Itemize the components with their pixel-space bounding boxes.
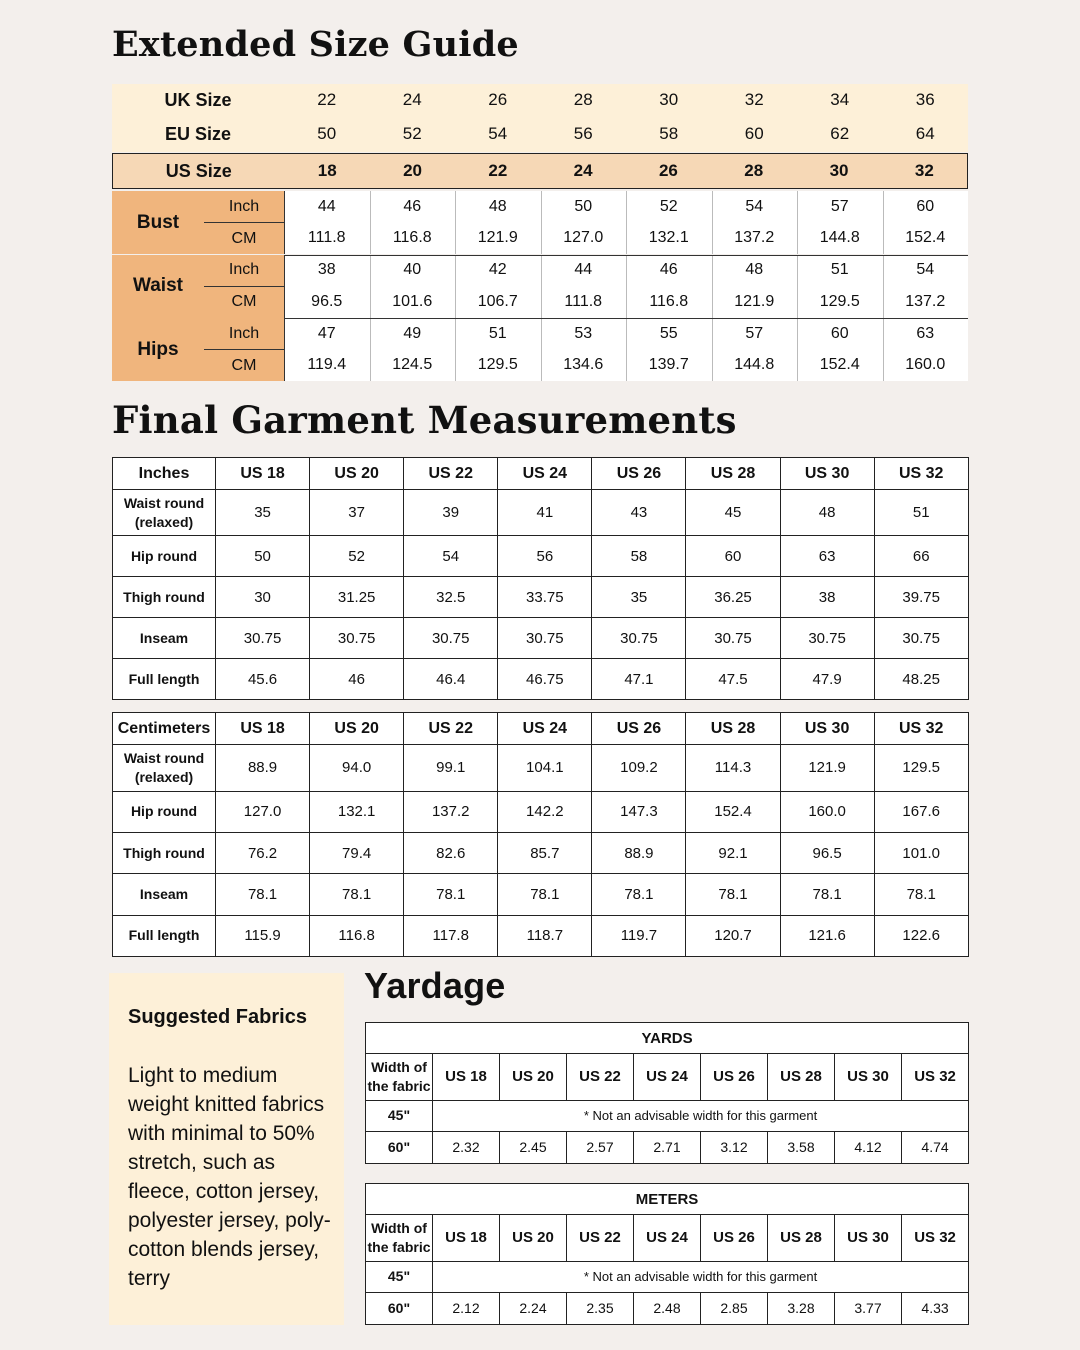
cell-value: 46.75 <box>498 659 592 700</box>
cell-value: 2.45 <box>500 1131 567 1163</box>
cell-value: 127.0 <box>216 791 310 832</box>
cell-value: 39 <box>404 490 498 536</box>
unit-divider <box>204 286 284 287</box>
waist-inch-value: 48 <box>745 261 764 278</box>
row-label <box>113 618 216 659</box>
cell-value: 4.12 <box>835 1131 902 1163</box>
us-size-value: 30 <box>829 161 849 180</box>
cell-value: 39.75 <box>874 577 968 618</box>
size-header: US 22 <box>567 1054 634 1100</box>
cell-value: 137.2 <box>404 791 498 832</box>
cell-value: 2.35 <box>567 1292 634 1324</box>
cell-value: 48 <box>780 490 874 536</box>
size-header: US 20 <box>310 458 404 490</box>
cell-value: 114.3 <box>686 745 780 791</box>
cell-value: 2.24 <box>500 1292 567 1324</box>
size-header: US 20 <box>500 1054 567 1100</box>
cell-value: 30.75 <box>686 618 780 659</box>
row-label <box>113 490 216 536</box>
row-label <box>113 745 216 791</box>
bust-cm-value: 121.9 <box>477 229 518 246</box>
eu-size-value: 52 <box>402 124 422 143</box>
bust-label: Bust <box>112 191 204 254</box>
waist-cm-value: 96.5 <box>311 292 343 310</box>
cell-value: 82.6 <box>404 832 498 873</box>
cell-value: 109.2 <box>592 745 686 791</box>
width-corner-label <box>366 1215 433 1261</box>
size-header: US 20 <box>500 1215 567 1261</box>
size-header: US 24 <box>498 458 592 490</box>
eu-size-value: 56 <box>573 124 593 143</box>
table-row <box>113 791 969 832</box>
row-60 <box>366 1292 969 1324</box>
cell-value: 30.75 <box>780 618 874 659</box>
eu-size-value: 54 <box>488 124 508 143</box>
waist-cm-value: 137.2 <box>905 292 946 310</box>
size-header: US 24 <box>634 1054 701 1100</box>
waist-cm-value: 111.8 <box>564 292 603 310</box>
cell-value: 35 <box>592 577 686 618</box>
table-row <box>113 915 969 956</box>
row-label <box>113 791 216 832</box>
waist-cm-value: 121.9 <box>734 292 775 310</box>
us-size-value: 32 <box>914 161 934 180</box>
waist-inch-row <box>284 255 968 286</box>
size-header: US 28 <box>768 1215 835 1261</box>
bust-inch-value: 48 <box>488 197 507 215</box>
bust-inch-value: 44 <box>317 197 336 215</box>
bust-inch-row <box>284 191 968 222</box>
hips-inch-value: 55 <box>659 324 678 342</box>
waist-cm-value: 101.6 <box>392 292 433 310</box>
uk-size-row <box>112 84 968 116</box>
cell-value: 78.1 <box>498 874 592 915</box>
hips-label: Hips <box>112 318 204 381</box>
row-label <box>113 832 216 873</box>
size-header: US 28 <box>768 1054 835 1100</box>
cell-value: 160.0 <box>780 791 874 832</box>
us-size-value: 22 <box>488 161 508 180</box>
hips-cm-row <box>284 349 968 381</box>
size-header: US 18 <box>433 1054 500 1100</box>
hips-inch-value: 47 <box>317 324 336 342</box>
cell-value: 4.33 <box>902 1292 969 1324</box>
row-label-subtext: (relaxed) <box>134 768 194 785</box>
size-header: US 22 <box>404 713 498 745</box>
size-header: US 22 <box>404 458 498 490</box>
cell-value: 32.5 <box>404 577 498 618</box>
waist-inch-value: 40 <box>403 261 422 278</box>
us-size-row <box>112 153 968 189</box>
hips-cm-value: 129.5 <box>477 356 518 373</box>
cell-value: 121.9 <box>780 745 874 791</box>
cell-value: 2.12 <box>433 1292 500 1324</box>
hips-inch-row <box>284 318 968 349</box>
cell-value: 99.1 <box>404 745 498 791</box>
waist-inch-value: 42 <box>488 261 507 278</box>
row-divider <box>284 318 968 319</box>
cell-value: 4.74 <box>902 1131 969 1163</box>
bust-cm-value: 137.2 <box>734 229 775 246</box>
unit-row <box>366 1023 969 1054</box>
hips-cm-value: 134.6 <box>563 356 604 373</box>
row-label-text: Inseam <box>139 885 189 902</box>
header-row <box>113 713 969 745</box>
header-row <box>366 1054 969 1100</box>
waist-inch-value: 54 <box>916 261 935 278</box>
uk-size-value: 26 <box>488 90 508 109</box>
size-header: US 30 <box>780 458 874 490</box>
size-header: US 18 <box>216 713 310 745</box>
hips-unit-cm: CM <box>204 350 284 381</box>
cell-value: 132.1 <box>310 791 404 832</box>
uk-size-value: 28 <box>573 90 593 109</box>
cell-value: 47.5 <box>686 659 780 700</box>
bust-inch-value: 52 <box>659 197 678 215</box>
size-header: US 18 <box>216 458 310 490</box>
hips-inch-value: 49 <box>403 324 422 342</box>
bust-inch-value: 54 <box>745 197 764 215</box>
cell-value: 78.1 <box>780 874 874 915</box>
cell-value: 63 <box>780 536 874 577</box>
cell-value: 47.9 <box>780 659 874 700</box>
bust-cm-row <box>284 222 968 254</box>
row-label-subtext: (relaxed) <box>134 513 194 530</box>
cell-value: 45 <box>686 490 780 536</box>
width-label: 45" <box>366 1261 433 1292</box>
cell-value: 115.9 <box>216 915 310 956</box>
bust-unit-cm: CM <box>204 223 284 254</box>
cell-value: 30.75 <box>592 618 686 659</box>
hips-unit-inch: Inch <box>204 318 284 349</box>
cell-value: 122.6 <box>874 915 968 956</box>
width-corner-subtext: the fabric <box>367 1238 431 1255</box>
us-size-value: 24 <box>573 161 593 180</box>
yardage-meters-table <box>365 1183 969 1325</box>
cell-value: 3.28 <box>768 1292 835 1324</box>
waist-inch-value: 44 <box>574 261 593 278</box>
cell-value: 78.1 <box>404 874 498 915</box>
row-label-text: Thigh round <box>123 588 205 605</box>
size-header: US 26 <box>592 458 686 490</box>
cell-value: 56 <box>498 536 592 577</box>
cell-value: 88.9 <box>216 745 310 791</box>
size-header: US 30 <box>780 713 874 745</box>
size-header: US 32 <box>874 458 968 490</box>
us-size-value: 26 <box>658 161 678 180</box>
cell-value: 96.5 <box>780 832 874 873</box>
bust-unit-inch: Inch <box>204 191 284 222</box>
bust-cm-value: 144.8 <box>819 229 860 246</box>
cell-value: 30.75 <box>498 618 592 659</box>
cell-value: 33.75 <box>498 577 592 618</box>
uk-size-value: 36 <box>915 90 935 109</box>
cell-value: 45.6 <box>216 659 310 700</box>
row-label <box>113 874 216 915</box>
row-60 <box>366 1131 969 1163</box>
width-label: 45" <box>366 1100 433 1131</box>
cell-value: 2.48 <box>634 1292 701 1324</box>
cell-value: 30 <box>216 577 310 618</box>
cell-value: 78.1 <box>686 874 780 915</box>
row-label-text: Full length <box>128 927 200 944</box>
hips-cm-value: 152.4 <box>819 356 860 373</box>
cell-value: 78.1 <box>592 874 686 915</box>
cell-value: 37 <box>310 490 404 536</box>
cell-value: 36.25 <box>686 577 780 618</box>
waist-block <box>112 255 968 318</box>
garment-cm-table <box>112 712 969 957</box>
cell-value: 121.6 <box>780 915 874 956</box>
unit-divider <box>204 349 284 350</box>
size-header: US 26 <box>701 1215 768 1261</box>
cell-value: 50 <box>216 536 310 577</box>
size-header: US 28 <box>686 458 780 490</box>
hips-cm-value: 144.8 <box>734 356 775 373</box>
cell-value: 2.85 <box>701 1292 768 1324</box>
unit-label: METERS <box>366 1184 969 1215</box>
bust-cm-value: 116.8 <box>392 229 432 246</box>
header-row <box>113 458 969 490</box>
width-label: 60" <box>366 1292 433 1324</box>
cell-value: 142.2 <box>498 791 592 832</box>
cell-value: 30.75 <box>310 618 404 659</box>
cell-value: 129.5 <box>874 745 968 791</box>
waist-unit-cm: CM <box>204 287 284 318</box>
size-header: US 26 <box>592 713 686 745</box>
cell-value: 104.1 <box>498 745 592 791</box>
waist-cm-value: 129.5 <box>819 292 860 310</box>
cell-value: 41 <box>498 490 592 536</box>
width-corner-text: Width of <box>371 1058 427 1075</box>
waist-cm-value: 116.8 <box>649 292 689 310</box>
waist-inch-value: 51 <box>830 261 849 278</box>
size-header: US 32 <box>902 1215 969 1261</box>
cell-value: 30.75 <box>404 618 498 659</box>
garment-title: Final Garment Measurements <box>112 398 737 442</box>
table-row <box>113 618 969 659</box>
row-divider <box>284 255 968 256</box>
hips-cm-value: 124.5 <box>392 356 433 373</box>
cell-value: 52 <box>310 536 404 577</box>
row-label-text: Hip round <box>130 803 198 820</box>
unit-corner-label: Inches <box>113 458 216 490</box>
size-header: US 30 <box>835 1054 902 1100</box>
uk-size-value: 24 <box>402 90 422 109</box>
row-label-text: Hip round <box>130 547 198 564</box>
cell-value: 94.0 <box>310 745 404 791</box>
eu-size-value: 62 <box>830 124 850 143</box>
size-header: US 18 <box>433 1215 500 1261</box>
cell-value: 66 <box>874 536 968 577</box>
width-label: 60" <box>366 1131 433 1163</box>
uk-size-value: 22 <box>317 90 337 109</box>
waist-cm-value: 106.7 <box>477 292 518 310</box>
cell-value: 51 <box>874 490 968 536</box>
row-label <box>113 659 216 700</box>
unit-row <box>366 1184 969 1215</box>
table-row <box>113 659 969 700</box>
cell-value: 58 <box>592 536 686 577</box>
row-label <box>113 577 216 618</box>
hips-cm-value: 139.7 <box>648 356 689 373</box>
cell-value: 119.7 <box>592 915 686 956</box>
row-label <box>113 536 216 577</box>
hips-inch-value: 51 <box>488 324 507 342</box>
cell-value: 47.1 <box>592 659 686 700</box>
table-row <box>113 745 969 791</box>
cell-value: 76.2 <box>216 832 310 873</box>
cell-value: 167.6 <box>874 791 968 832</box>
waist-unit-inch: Inch <box>204 255 284 286</box>
bust-cm-value: 132.1 <box>648 229 689 246</box>
width-corner-subtext: the fabric <box>367 1077 431 1094</box>
table-row <box>113 832 969 873</box>
size-header: US 32 <box>874 713 968 745</box>
cell-value: 2.57 <box>567 1131 634 1163</box>
uk-size-value: 32 <box>744 90 764 109</box>
bust-cm-value: 127.0 <box>563 229 604 246</box>
size-header: US 32 <box>902 1054 969 1100</box>
table-row <box>113 874 969 915</box>
hips-cm-value: 119.4 <box>307 356 347 373</box>
size-header: US 20 <box>310 713 404 745</box>
suggested-fabrics-title: Suggested Fabrics <box>128 1006 307 1028</box>
cell-value: 120.7 <box>686 915 780 956</box>
row-label-text: Waist round <box>123 749 205 766</box>
cell-value: 78.1 <box>874 874 968 915</box>
cell-value: 48.25 <box>874 659 968 700</box>
eu-size-label: EU Size <box>164 123 232 144</box>
eu-size-value: 50 <box>317 124 337 143</box>
size-header: US 28 <box>686 713 780 745</box>
hips-cm-value: 160.0 <box>905 356 946 373</box>
cell-value: 54 <box>404 536 498 577</box>
row-label-text: Inseam <box>139 629 189 646</box>
cell-value: 31.25 <box>310 577 404 618</box>
cell-value: 38 <box>780 577 874 618</box>
eu-size-value: 58 <box>659 124 679 143</box>
garment-inches-table <box>112 457 969 700</box>
cell-value: 3.77 <box>835 1292 902 1324</box>
size-guide-title: Extended Size Guide <box>112 24 519 65</box>
yardage-title: Yardage <box>364 965 506 1006</box>
uk-size-label: UK Size <box>164 89 232 110</box>
cell-value: 30.75 <box>216 618 310 659</box>
cell-value: 30.75 <box>874 618 968 659</box>
eu-size-row <box>112 116 968 152</box>
hips-block <box>112 318 968 381</box>
cell-value: 92.1 <box>686 832 780 873</box>
table-row <box>113 577 969 618</box>
hips-inch-value: 63 <box>916 324 935 342</box>
bust-cm-value: 152.4 <box>905 229 946 246</box>
table-row <box>113 536 969 577</box>
cell-value: 117.8 <box>404 915 498 956</box>
header-row <box>366 1215 969 1261</box>
size-header: US 26 <box>701 1054 768 1100</box>
us-size-value: 28 <box>744 161 764 180</box>
hips-inch-value: 57 <box>745 324 764 342</box>
us-size-value: 18 <box>317 161 337 180</box>
cell-value: 2.32 <box>433 1131 500 1163</box>
suggested-fabrics-text: Light to medium weight knitted fabrics with minimal to 50% stretch, such as fleece, cotton jersey, polyester jersey, poly-cotton blends jersey, terry <box>128 1064 331 1290</box>
eu-size-value: 64 <box>915 124 935 143</box>
size-header: US 22 <box>567 1215 634 1261</box>
unit-corner-label: Centimeters <box>113 713 216 745</box>
row-45 <box>366 1100 969 1131</box>
width-corner-label <box>366 1054 433 1100</box>
waist-inch-value: 46 <box>659 261 678 278</box>
cell-value: 79.4 <box>310 832 404 873</box>
cell-value: 46 <box>310 659 404 700</box>
bust-inch-value: 50 <box>574 197 593 215</box>
width-corner-text: Width of <box>371 1219 427 1236</box>
uk-size-value: 30 <box>659 90 679 109</box>
us-size-label: US Size <box>165 160 232 181</box>
row-label <box>113 915 216 956</box>
cell-value: 88.9 <box>592 832 686 873</box>
cell-value: 78.1 <box>216 874 310 915</box>
table-row <box>113 490 969 536</box>
size-header: US 30 <box>835 1215 902 1261</box>
yardage-yards-table <box>365 1022 969 1164</box>
cell-value: 152.4 <box>686 791 780 832</box>
cell-value: 85.7 <box>498 832 592 873</box>
cell-value: 3.12 <box>701 1131 768 1163</box>
bust-inch-value: 57 <box>830 197 849 215</box>
waist-cm-row <box>284 286 968 318</box>
not-advisable-note: * Not an advisable width for this garment <box>433 1100 969 1131</box>
row-45 <box>366 1261 969 1292</box>
eu-size-value: 60 <box>744 124 764 143</box>
cell-value: 3.58 <box>768 1131 835 1163</box>
cell-value: 78.1 <box>310 874 404 915</box>
uk-size-value: 34 <box>830 90 850 109</box>
cell-value: 147.3 <box>592 791 686 832</box>
size-header: US 24 <box>498 713 592 745</box>
row-label-text: Waist round <box>123 494 205 511</box>
cell-value: 43 <box>592 490 686 536</box>
row-label-text: Full length <box>128 670 200 687</box>
hips-inch-value: 53 <box>574 324 593 342</box>
row-label-text: Thigh round <box>123 844 205 861</box>
size-guide-table <box>112 84 968 382</box>
bust-cm-value: 111.8 <box>307 229 346 246</box>
hips-inch-value: 60 <box>830 324 849 342</box>
size-header: US 24 <box>634 1215 701 1261</box>
cell-value: 116.8 <box>310 915 404 956</box>
unit-divider <box>204 222 284 223</box>
waist-inch-value: 38 <box>317 261 336 278</box>
cell-value: 118.7 <box>498 915 592 956</box>
suggested-fabrics-box <box>109 973 344 1325</box>
cell-value: 101.0 <box>874 832 968 873</box>
us-size-value: 20 <box>403 161 422 180</box>
cell-value: 60 <box>686 536 780 577</box>
unit-label: YARDS <box>366 1023 969 1054</box>
cell-value: 46.4 <box>404 659 498 700</box>
bust-inch-value: 60 <box>916 197 935 215</box>
waist-label: Waist <box>112 255 204 318</box>
bust-inch-value: 46 <box>403 197 422 215</box>
cell-value: 35 <box>216 490 310 536</box>
bust-block <box>112 191 968 254</box>
not-advisable-note: * Not an advisable width for this garment <box>433 1261 969 1292</box>
cell-value: 2.71 <box>634 1131 701 1163</box>
